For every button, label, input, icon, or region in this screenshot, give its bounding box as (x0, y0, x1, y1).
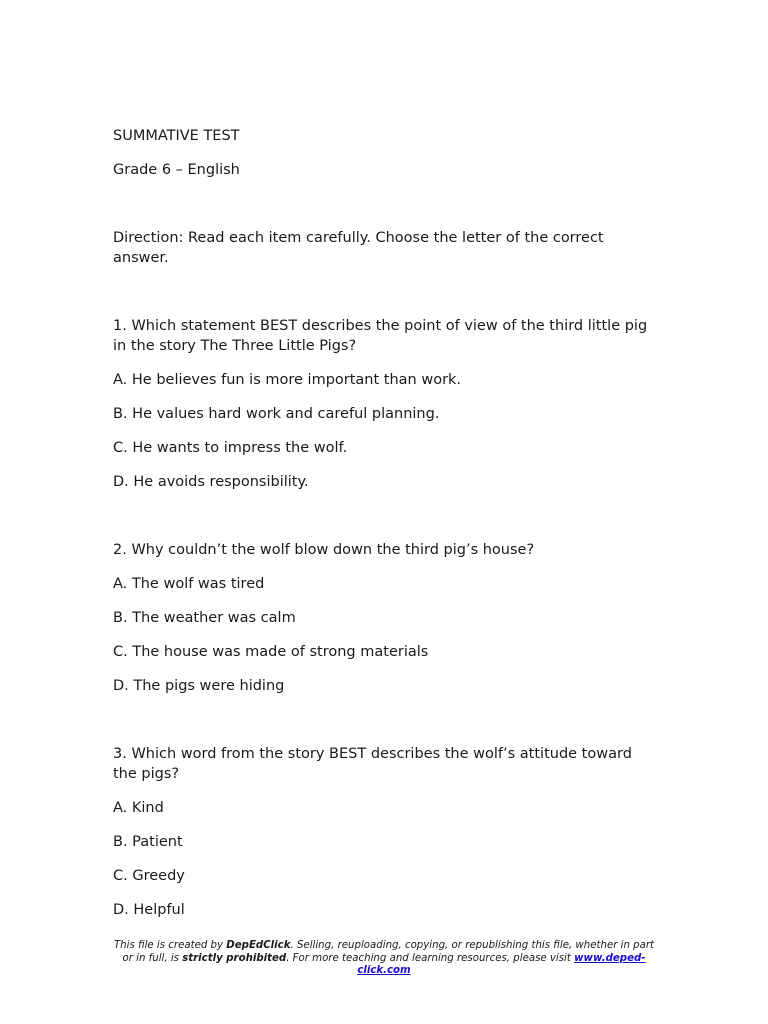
footer-text: This file is created by (113, 940, 227, 951)
question-text: 3. Which word from the story BEST describes the wolf’s attitude toward the pigs? (113, 746, 632, 782)
question-item-1 (113, 316, 658, 492)
directions-text: Direction: Read each item carefully. Choose the letter of the correct answer. (113, 230, 604, 266)
answer-option-a: A. He believes fun is more important than work. (113, 372, 462, 388)
answer-option-d: D. Helpful (113, 902, 185, 918)
answer-option-d: D. He avoids responsibility. (113, 474, 309, 490)
footer-prohibited: strictly prohibited (182, 952, 287, 964)
footer-website-link[interactable]: www.deped-click.com (357, 952, 646, 976)
question-item-2 (113, 540, 658, 696)
footer-brand: DepEdClick (226, 940, 291, 951)
page-title: SUMMATIVE TEST (113, 128, 240, 144)
answer-option-c: C. He wants to impress the wolf. (113, 440, 348, 456)
answer-option-d: D. The pigs were hiding (113, 678, 285, 694)
footer-text: . Selling, reuploading, copying, or republishing this file, whether in part or in full, is (122, 940, 655, 964)
answer-option-b: B. The weather was calm (113, 610, 296, 626)
page-subtitle: Grade 6 – English (113, 162, 240, 178)
answer-option-c: C. Greedy (113, 868, 185, 884)
question-item-3 (113, 744, 658, 920)
copyright-footer (113, 940, 655, 978)
question-text: 2. Why couldn’t the wolf blow down the third pig’s house? (113, 542, 535, 558)
answer-option-b: B. He values hard work and careful planning. (113, 406, 440, 422)
answer-option-a: A. Kind (113, 800, 164, 816)
footer-text: . For more teaching and learning resources, please visit (286, 952, 575, 964)
answer-option-b: B. Patient (113, 834, 183, 850)
question-text: 1. Which statement BEST describes the point of view of the third little pig in the story The Three Little Pigs? (113, 318, 648, 354)
answer-option-a: A. The wolf was tired (113, 576, 265, 592)
answer-option-c: C. The house was made of strong materials (113, 644, 429, 660)
document-body (113, 126, 658, 934)
